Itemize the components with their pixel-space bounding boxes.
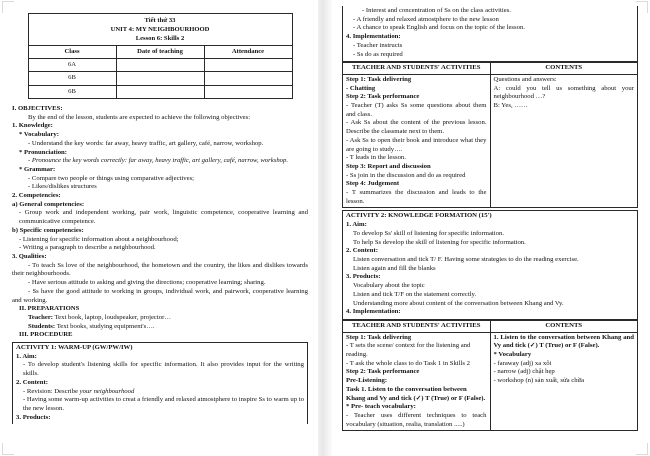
general-competencies-heading: a) General competencies: — [12, 200, 85, 208]
page-corner-mark — [2, 1, 14, 13]
table-header-row — [28, 46, 292, 58]
preparations-heading: II. PREPARATIONS — [19, 305, 80, 313]
step-text: Step 1: Task delivering — [346, 75, 412, 83]
activity-2-box — [342, 210, 638, 319]
table-row — [343, 74, 638, 208]
activity-1-content-item — [16, 388, 304, 397]
content-text: A: could you tell us something about your neighbourhood …? — [493, 84, 634, 101]
grammar-item: - Likes/dislikes structures — [28, 183, 97, 191]
lesson-name: Lesson 6: Skills 2 — [135, 35, 185, 43]
teacher-text: Text book, laptop, loudspeaker, projector… — [53, 313, 172, 321]
activity-1-products-heading: 3. Products: — [16, 413, 51, 421]
activity-1-product-item: - Interest and concentration of Ss on the class activities. — [362, 7, 511, 14]
content-text: B: Yes, …… — [493, 102, 528, 110]
table-header-row — [343, 63, 638, 75]
specific-competencies-heading: b) Specific competencies: — [12, 226, 84, 234]
activity-2-content-item: Listen again and fill the blanks — [353, 264, 436, 272]
step-text: Step 2: Task performance — [346, 368, 420, 376]
objectives-heading: I. OBJECTIVES: — [12, 105, 63, 113]
activities-cell — [343, 332, 491, 431]
date-cell — [116, 85, 204, 98]
activity-1-box — [12, 342, 308, 424]
table-header-row — [343, 320, 638, 332]
date-cell — [116, 58, 204, 71]
activity-2-products-heading: 3. Products: — [346, 273, 381, 281]
preparations-teacher — [12, 314, 308, 323]
activity-2-product-item: Listen and tick T/F on the statement correctly. — [353, 290, 477, 298]
task-1-instruction: Task 1. Listen to the conversation between Khang and Vy and tick (✓) T (True) or F (False). — [346, 385, 486, 402]
step-text: Step 1: Task delivering — [346, 333, 412, 341]
qualities-item: - To teach Ss love of the neighbourhood, the hometown and the country, the likes and dislikes towards their neighbourhoods. — [12, 261, 308, 278]
column-header-attendance: Attendance — [204, 46, 292, 58]
activity-2-product-item: Understanding more about content of the conversation between Khang and Vy. — [353, 299, 564, 307]
date-cell — [116, 72, 204, 85]
column-header-date: Date of teaching — [116, 46, 204, 58]
table-row — [28, 14, 292, 46]
activity-2-content-item: Listen conversation and tick T/ F. Having some strategies to do the reading exercise. — [353, 255, 579, 263]
lesson-header-table — [28, 13, 293, 99]
vocabulary-subheading: * Vocabulary — [493, 351, 532, 359]
general-competencies-text: - Group work and independent working, pair work, linguistic competence, cooperative learning and communicative competence. — [19, 209, 308, 226]
pronunciation-item-text: Pronounce the key words correctly: far away, heavy traffic, art gallery, café, narrow, workshop. — [31, 157, 289, 165]
activities-cell — [343, 74, 491, 208]
table-row — [28, 58, 292, 71]
competencies-heading: 2. Competencies: — [12, 192, 61, 200]
activity-1-title: ACTIVITY 1: WARM-UP (GW/PW/IW) — [16, 344, 133, 352]
activity-1-box-continued — [342, 6, 638, 62]
step-text: - Teacher (T) asks Ss some questions about them and class. — [346, 102, 487, 118]
vocabulary-entry: - workshop (n) sản xuất, sửa chữa — [493, 377, 585, 385]
vocabulary-entry: - narrow (adj) chật hẹp — [493, 368, 555, 376]
step-text: Step 2: Task performance — [346, 93, 420, 101]
qualities-item: - Ss have the good attitude to working in groups, individual work, and pairwork, cooperative learning and working. — [12, 287, 308, 304]
column-header-activities: TEACHER AND STUDENTS' ACTIVITIES — [343, 63, 491, 75]
revision-topic: your neighbourhood — [79, 387, 135, 395]
vocabulary-heading: * Vocabulary: — [19, 131, 59, 139]
step-text: - T sets the scene/ context for the listening and reading. — [346, 342, 471, 359]
preparations-students — [12, 323, 308, 332]
dash: - — [28, 157, 32, 165]
objectives-intro: By the end of the lesson, students are expected to achieve the following objectives: — [28, 113, 251, 121]
page-right — [332, 0, 650, 456]
step-text: - Teacher uses different techniques to teach vocabulary (situation, realia, translation .....) — [346, 411, 487, 428]
students-text: Text books, studying equipment's…. — [55, 322, 155, 330]
revision-label: - Revision: Describe — [23, 387, 80, 395]
step-text: - Ss join in the discussion and do as required — [346, 171, 466, 179]
specific-competencies-item: - Writing a paragraph to describe a neighbourhood. — [19, 244, 156, 252]
attendance-cell — [204, 72, 292, 85]
activity-1-content-heading: 2. Content: — [16, 378, 48, 386]
page-gutter — [318, 0, 332, 456]
class-cell: 6B — [28, 72, 116, 85]
table-row — [343, 332, 638, 431]
attendance-cell — [204, 85, 292, 98]
vocabulary-entry: - faraway (adj) xa xôi — [493, 359, 552, 367]
table-row — [28, 85, 292, 98]
class-cell: 6B — [28, 85, 116, 98]
activity-1-implementation-item: - Ss do as required — [353, 50, 403, 58]
attendance-cell — [204, 58, 292, 71]
activity-1-implementation-heading: 4. Implementation: — [346, 33, 401, 41]
activity-2-aim-heading: 1. Aim: — [346, 221, 367, 229]
knowledge-heading: 1. Knowledge: — [12, 122, 53, 130]
content-text: Questions and answers: — [493, 75, 557, 83]
students-label: Students: — [28, 322, 56, 330]
activity-1-product-item: - A chance to speak English and focus on the topic of the lesson. — [353, 24, 525, 32]
activity-1-aim-text: - To develop student's listening skills for specific information. It also provides input for the writing skills. — [23, 361, 304, 378]
step-text: Step 3: Report and discussion — [346, 162, 431, 170]
grammar-heading: * Grammar: — [19, 165, 56, 173]
activity-1-aim-heading: 1. Aim: — [16, 352, 37, 360]
activity-1-steps-table — [342, 62, 638, 208]
step-text: * Pre- teach vocabulary: — [346, 403, 416, 411]
activity-2-title: ACTIVITY 2: KNOWLEDGE FORMATION (15') — [346, 212, 492, 220]
teacher-label: Teacher: — [28, 313, 54, 321]
activity-2-aim-item: To help Ss develop the skill of listening for specific information. — [353, 238, 526, 246]
page-left — [0, 0, 318, 456]
lesson-title-cell — [28, 14, 292, 46]
qualities-heading: 3. Qualities: — [12, 252, 47, 260]
activity-2-content-heading: 2. Content: — [346, 247, 378, 255]
procedure-heading: III. PROCEDURE — [19, 331, 73, 339]
specific-competencies-item: - Listening for specific information about a neighbourhood; — [19, 235, 179, 243]
step-text: Step 4: Judgement — [346, 180, 400, 188]
step-text: - T leads in the lesson. — [346, 154, 406, 162]
contents-cell — [490, 74, 638, 208]
vocabulary-item: - Understand the key words: far away, heavy traffic, art gallery, café, narrow, workshop. — [28, 139, 264, 147]
column-header-contents: CONTENTS — [490, 63, 638, 75]
step-text: Pre-Listening: — [346, 377, 388, 385]
column-header-class: Class — [28, 46, 116, 58]
step-text: - Ask Ss to open their book and introduce what they are going to study…. — [346, 136, 487, 153]
activity-2-steps-table — [342, 320, 638, 431]
class-cell: 6A — [28, 58, 116, 71]
task-1-content: 1. Listen to the conversation between Khang and Vy and tick (✓) T (True) or F (False). — [493, 333, 634, 350]
activity-2-implementation-heading: 4. Implementation: — [346, 308, 401, 316]
step-text: - T summarizes the discussion and leads to the lesson. — [346, 189, 487, 205]
step-text: - T ask the whole class to do Task 1 in Skills 2 — [346, 359, 470, 367]
grammar-item: - Compare two people or things using comparative adjectives; — [28, 174, 195, 182]
page-corner-mark — [2, 443, 14, 455]
lesson-unit: UNIT 4: MY NEIGHBOURHOOD — [110, 26, 210, 34]
page-corner-mark — [636, 443, 648, 455]
activity-1-content-item: - Having some warm-up activities to creat a friendly and relaxed atmostphere to inspire Ss to warm up to the new lesson. — [23, 396, 304, 412]
activity-2-product-item: Vocabulary about the topic — [353, 282, 425, 290]
lesson-period: Tiết thứ 33 — [144, 17, 176, 24]
activity-2-aim-item: To develop Ss' skill of listening for specific information. — [353, 229, 504, 237]
table-row — [28, 72, 292, 85]
qualities-item: - Have serious attitude to asking and giving the directions; cooperative learning; sharing. — [28, 279, 266, 287]
column-header-contents: CONTENTS — [490, 320, 638, 332]
activity-1-implementation-item: - Teacher instructs — [353, 41, 403, 49]
pronunciation-heading: * Pronunciation: — [19, 148, 67, 156]
step-text: - Ask Ss about the content of the previous lesson. Describe the classmate next to them. — [346, 119, 487, 136]
activity-1-product-item: - A friendly and relaxed atmostphere to the new lesson — [353, 15, 499, 23]
contents-cell — [490, 332, 638, 431]
column-header-activities: TEACHER AND STUDENTS' ACTIVITIES — [343, 320, 491, 332]
step-text: - Chatting — [346, 84, 376, 92]
pronunciation-item — [12, 157, 308, 166]
